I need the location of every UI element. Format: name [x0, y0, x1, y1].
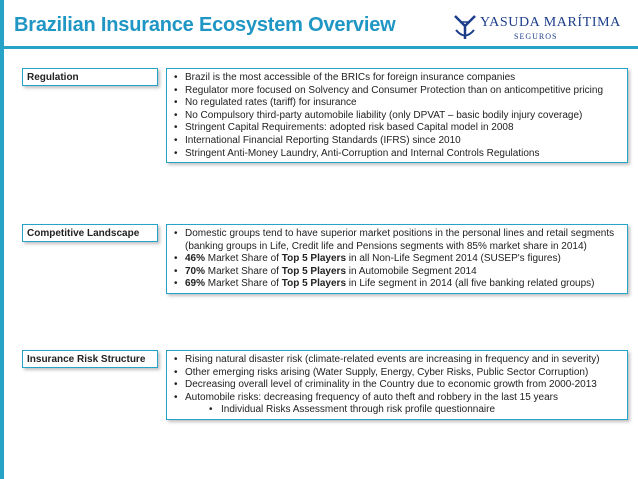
left-accent-bar: [0, 0, 4, 479]
logo-subtitle: SEGUROS: [514, 32, 558, 41]
section-content: [166, 350, 628, 420]
page-title: Brazilian Insurance Ecosystem Overview: [14, 14, 396, 36]
list-item: • No Compulsory third-party automobile liability (only DPVAT – basic bodily injury coverage): [173, 110, 621, 123]
sub-list-item: • Individual Risks Assessment through risk profile questionnaire: [173, 404, 621, 417]
list-item: • Regulator more focused on Solvency and Consumer Protection than on anticompetitive pricing: [173, 85, 621, 98]
section-content: [166, 68, 628, 163]
list-item: • Domestic groups tend to have superior market positions in the personal lines and retail segments (banking groups in Life, Credit life and Pensions segments with 85% market share in 2014): [173, 228, 621, 253]
list-item: • Rising natural disaster risk (climate-related events are increasing in frequency and in severity): [173, 354, 621, 367]
company-logo: [452, 12, 632, 44]
list-item: [173, 253, 621, 266]
bullet-list: [173, 72, 621, 160]
share-mid-text: Market Share of: [205, 278, 282, 290]
list-item: [173, 266, 621, 279]
share-rest-text: in all Non-Life Segment 2014 (SUSEP's figures): [346, 253, 561, 265]
top-players-text: Top 5 Players: [281, 253, 347, 265]
anchor-logo-icon: [452, 13, 478, 41]
list-item: • Brazil is the most accessible of the BRICs for foreign insurance companies: [173, 72, 621, 85]
list-item: • No regulated rates (tariff) for insurance: [173, 97, 621, 110]
share-rest-text: in Life segment in 2014 (all five banking related groups): [346, 278, 595, 290]
section-label: Competitive Landscape: [22, 224, 158, 242]
list-item: • Stringent Anti-Money Laundry, Anti-Corruption and Internal Controls Regulations: [173, 148, 621, 161]
bullet-list: [173, 228, 621, 291]
share-percent: 70%: [185, 265, 206, 277]
logo-name: YASUDA MARÍTIMA: [480, 15, 621, 30]
top-players-text: Top 5 Players: [281, 265, 347, 277]
section-label: Insurance Risk Structure: [22, 350, 158, 368]
list-item: [173, 278, 621, 291]
section-content: [166, 224, 628, 294]
share-rest-text: in Automobile Segment 2014: [346, 265, 477, 277]
list-item: • Decreasing overall level of criminality in the Country due to economic growth from 2000-2013: [173, 379, 621, 392]
section-label: Regulation: [22, 68, 158, 86]
top-players-text: Top 5 Players: [281, 278, 347, 290]
header-divider: [0, 46, 638, 49]
share-percent: 69%: [185, 278, 206, 290]
share-mid-text: Market Share of: [205, 265, 282, 277]
list-item: • Other emerging risks arising (Water Supply, Energy, Cyber Risks, Public Sector Corruption): [173, 367, 621, 380]
share-mid-text: Market Share of: [205, 253, 282, 265]
share-percent: 46%: [185, 253, 206, 265]
list-item: • Stringent Capital Requirements: adopted risk based Capital model in 2008: [173, 122, 621, 135]
list-item: • Automobile risks: decreasing frequency of auto theft and robbery in the last 15 years: [173, 392, 621, 405]
list-item: • International Financial Reporting Standards (IFRS) since 2010: [173, 135, 621, 148]
bullet-list: [173, 354, 621, 417]
